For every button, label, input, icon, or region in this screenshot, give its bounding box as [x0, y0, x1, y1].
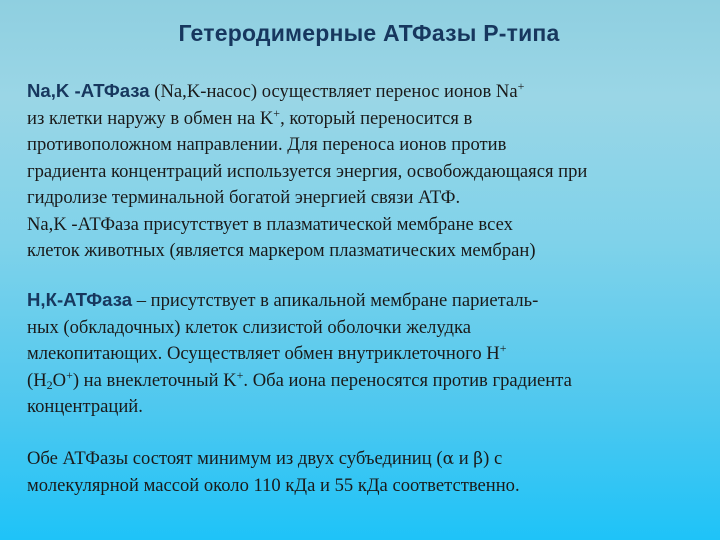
slide-title: Гетеродимерные АТФазы Р-типа: [178, 20, 560, 46]
text-line: клеток животных (является маркером плазматических мембран): [27, 240, 536, 261]
text-fragment: – присутствует в апикальной мембране париеталь-: [132, 290, 539, 311]
text-line: гидролизе терминальной богатой энергией связи АТФ.: [27, 187, 461, 208]
text-fragment: , который переносится в: [280, 107, 473, 129]
term-h-k-atpase: H,К-АТФаза: [27, 289, 133, 310]
text-fragment: ) с: [483, 448, 503, 469]
term-na-k-atpase: Na,K -АТФаза: [27, 80, 150, 101]
text-line: противоположном направлении. Для переноса ионов против: [27, 134, 507, 155]
superscript: +: [236, 367, 244, 382]
paragraph-h-k-atpase: [27, 287, 707, 421]
text-line: концентраций.: [27, 396, 143, 417]
subscript: 2: [46, 377, 53, 392]
paragraph-subunits: [27, 446, 707, 499]
paragraph-na-k-atpase: [27, 78, 707, 265]
text-fragment: (Na,K-насос) осуществляет перенос ионов Na: [149, 81, 518, 102]
beta-symbol: β: [473, 449, 484, 469]
text-fragment: и: [454, 448, 474, 469]
text-line: [27, 368, 707, 395]
text-fragment: ) на внеклеточный K: [72, 369, 237, 391]
alpha-symbol: α: [442, 449, 455, 469]
text-line: [27, 106, 707, 133]
superscript: +: [499, 341, 507, 355]
text-line: градиента концентраций используется энергия, освобождающаяся при: [27, 160, 588, 182]
text-fragment: . Оба иона переносятся против градиента: [243, 369, 572, 391]
text-fragment: из клетки наружу в обмен на K: [27, 107, 274, 129]
text-line: Na,K -АТФаза присутствует в плазматической мембране всех: [27, 213, 513, 235]
text-line: [27, 341, 707, 368]
superscript: +: [517, 79, 525, 93]
text-fragment: (H: [27, 369, 47, 391]
text-line: ных (обкладочных) клеток слизистой оболочки желудка: [27, 316, 471, 338]
text-fragment: млекопитающих. Осуществляет обмен внутриклеточного H: [27, 343, 500, 364]
text-fragment: Обе АТФазы состоят минимум из двух субъединиц (: [27, 448, 443, 469]
superscript: +: [66, 367, 73, 382]
text-fragment: O: [52, 369, 67, 391]
superscript: +: [273, 105, 281, 120]
text-line: [27, 78, 707, 106]
text-line: [27, 446, 707, 473]
text-line: молекулярной массой около 110 кДа и 55 кДа соответственно.: [27, 474, 520, 496]
text-line: [27, 287, 707, 315]
